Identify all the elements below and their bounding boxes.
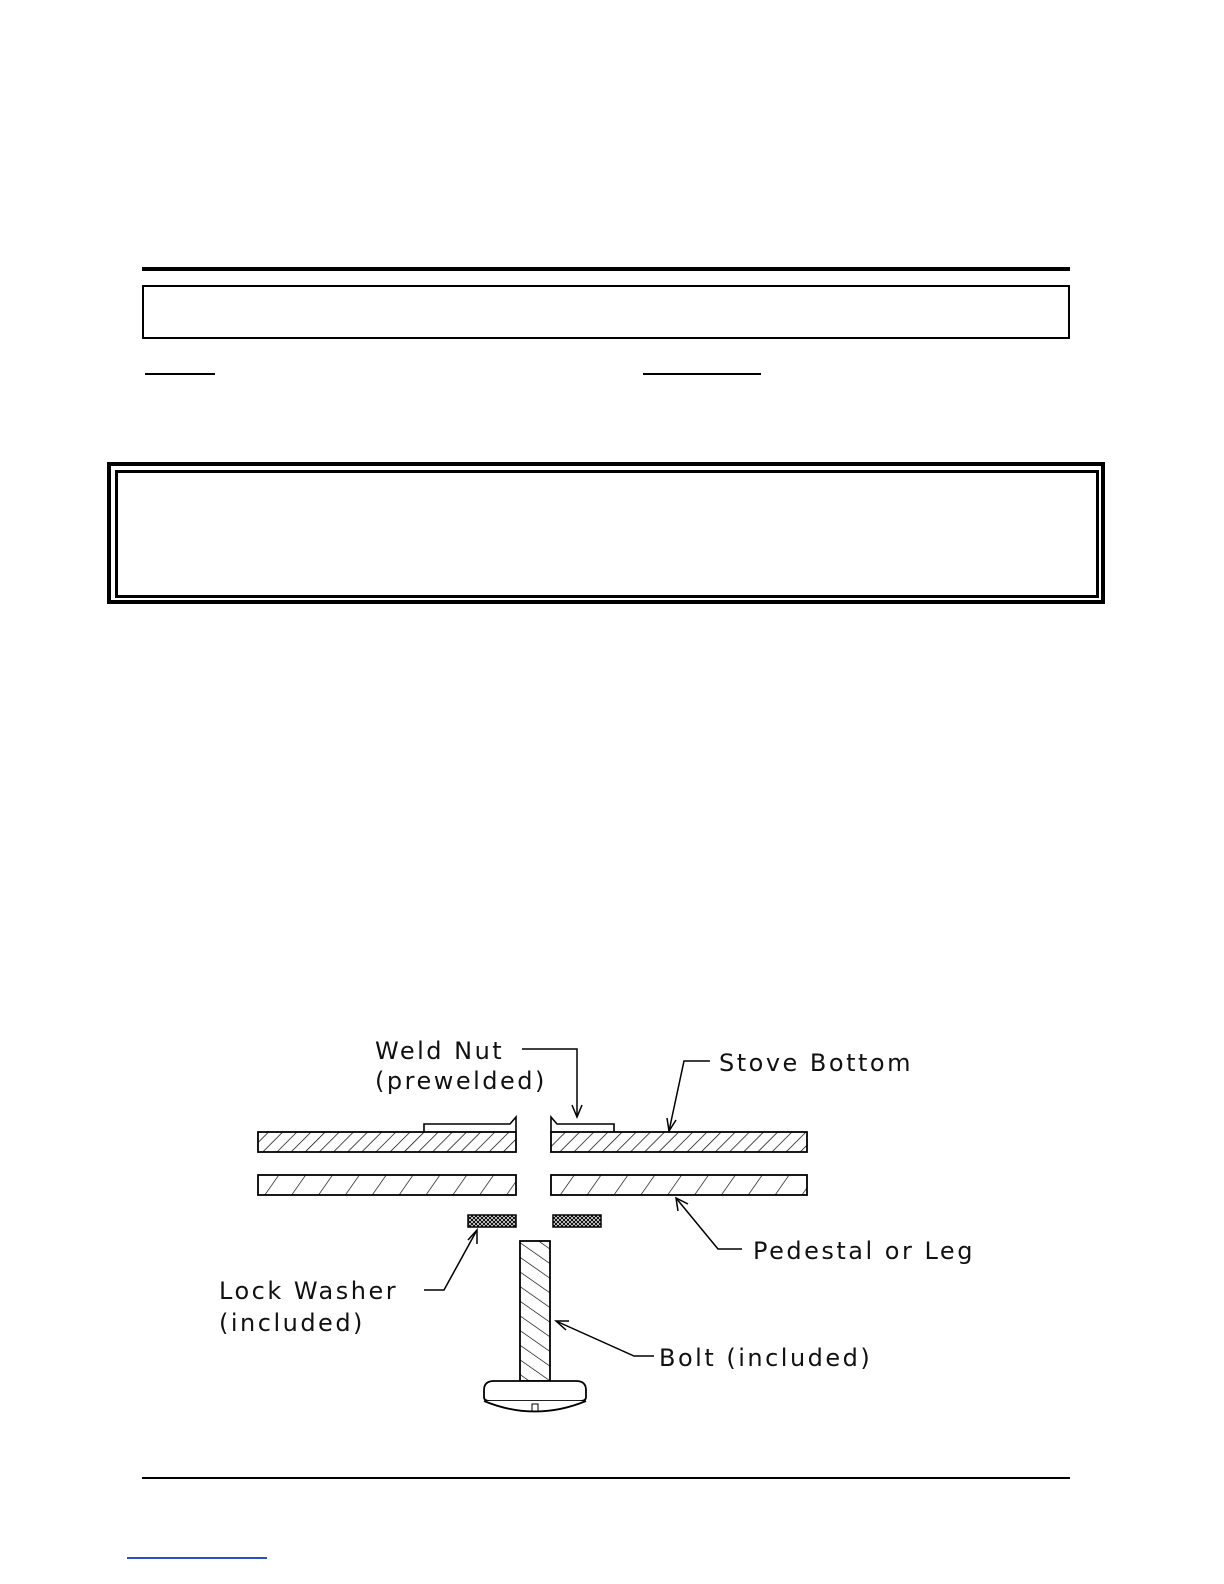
pedestal-label: Pedestal or Leg xyxy=(753,1237,975,1265)
lock-washer xyxy=(468,1215,601,1227)
lock-washer-leader xyxy=(424,1230,477,1290)
weld-nut-label: Weld Nut xyxy=(375,1037,505,1065)
pedestal-leader xyxy=(676,1198,742,1249)
lock-washer-label: Lock Washer xyxy=(219,1277,399,1305)
lock-washer-sublabel: (included) xyxy=(219,1309,365,1337)
stove-bottom-plate xyxy=(258,1132,807,1152)
bolt-leader xyxy=(556,1321,654,1356)
weld-nut-sublabel: (prewelded) xyxy=(375,1067,547,1095)
pedestal-plate xyxy=(258,1175,807,1195)
stove-bottom-leader xyxy=(667,1061,710,1131)
bolt xyxy=(484,1241,586,1412)
footer-rule xyxy=(142,1477,1070,1479)
bolt-label: Bolt (included) xyxy=(659,1344,873,1372)
footer-link-underline[interactable] xyxy=(127,1557,267,1559)
weld-nut xyxy=(424,1117,614,1132)
stove-bottom-label: Stove Bottom xyxy=(719,1049,913,1077)
